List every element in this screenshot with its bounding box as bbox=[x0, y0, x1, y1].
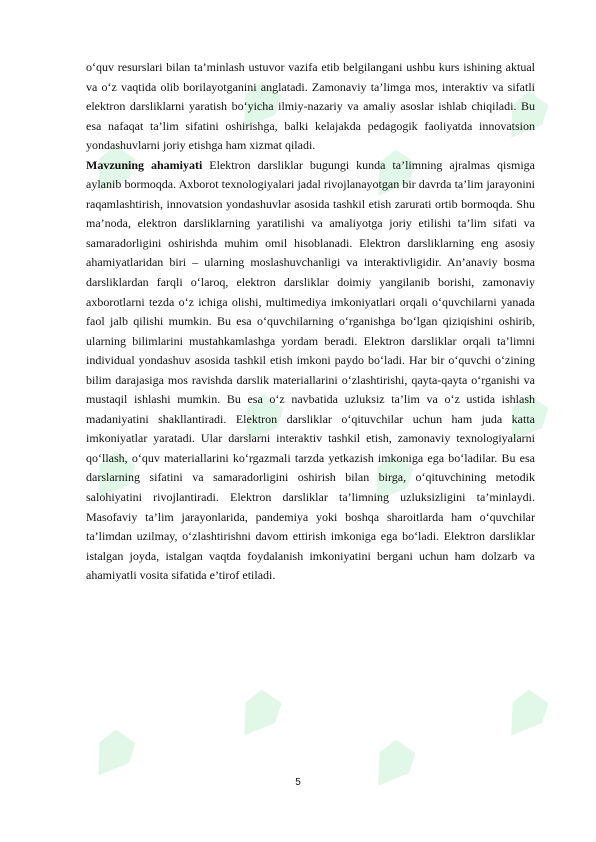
paragraph-relevance-text: Elektron darsliklar bugungi kunda ta’limning ajralmas qismiga aylanib bormoqda. Axborot texnologiyalari jadal rivojlanayotgan bir davrda ta’lim jarayonini raqamlashtirish, innovatsion yondashuvlar asosida tashkil etish zarurati ortib bormoqda. Shu ma’noda, elektron darsliklarning yaratilishi va amaliyotga joriy etilishi ta’lim sifati va samaradorligini oshirishda muhim omil hisoblanadi. Elektron darsliklarning eng asosiy ahamiyatlaridan biri – ularning moslashuvchanligi va interaktivligidir. An’anaviy bosma darsliklardan farqli o‘laroq, elektron darsliklar doimiy yangilanib borishi, zamonaviy axborotlarni tezda o‘z ichiga olishi, multimediya imkoniyatlari orqali o‘quvchilarni yanada faol jalb qilishi mumkin. Bu esa o‘quvchilarning o‘rganishga bo‘lgan qiziqishini oshirib, ularning bilimlarini mustahkamlashga yordam beradi. Elektron darsliklar orqali ta’limni individual yondashuv asosida tashkil etish imkoni paydo bo‘ladi. Har bir o‘quvchi o‘zining bilim darajasiga mos ravishda darslik materiallarini o‘zlashtirishi, qayta-qayta o‘rganishi va mustaqil ishlashi mumkin. Bu esa o‘z navbatida uzluksiz ta’lim va o‘z ustida ishlash madaniyatini shakllantiradi. Elektron darsliklar o‘qituvchilar uchun ham juda katta imkoniyatlar yaratadi. Ular darslarni interaktiv tashkil etish, zamonaviy texnologiyalarni qo‘llash, o‘quv materiallarini ko‘rgazmali tarzda yetkazish imkoniga ega bo‘ladilar. Bu esa darslarning sifatini va samaradorligini oshirish bilan birga, o‘qituvchining metodik salohiyatini rivojlantiradi. Elektron darsliklar ta’limning uzluksizligini ta’minlaydi. Masofaviy ta’lim jarayonlarida, pandemiya yoki boshqa sharoitlarda ham o‘quvchilar ta’limdan uzilmay, o‘zlashtirishni davom ettirish imkoniga ega bo‘ladi. Elektron darsliklar istalgan joyda, istalgan vaqtda foydalanish imkoniyatini bergani uchun ham dolzarb va ahamiyatli vosita sifatida e’tirof etiladi. bbox=[86, 157, 535, 583]
watermark-icon bbox=[227, 683, 290, 749]
body-text bbox=[86, 58, 535, 586]
page-number: 5 bbox=[295, 777, 301, 788]
section-label: Mavzuning ahamiyati bbox=[86, 157, 203, 172]
paragraph-intro: o‘quv resurslari bilan ta’minlash ustuvor vazifa etib belgilangani ushbu kurs ishining aktual va o‘z vaqtida olib borilayotganini anglatadi. Zamonaviy ta’limga mos, interaktiv va sifatli elektron darsliklarni yaratish bo‘yicha ilmiy-nazariy va amaliy asoslar ishlab chiqiladi. Bu esa nafaqat ta’lim sifatini oshirishga, balki kelajakda pedagogik faoliyatda innovatsion yondashuvlarni joriy etishga ham xizmat qiladi. bbox=[86, 60, 535, 153]
watermark-icon bbox=[494, 683, 557, 749]
paragraph-relevance bbox=[86, 156, 535, 586]
watermark-icon bbox=[361, 733, 424, 799]
